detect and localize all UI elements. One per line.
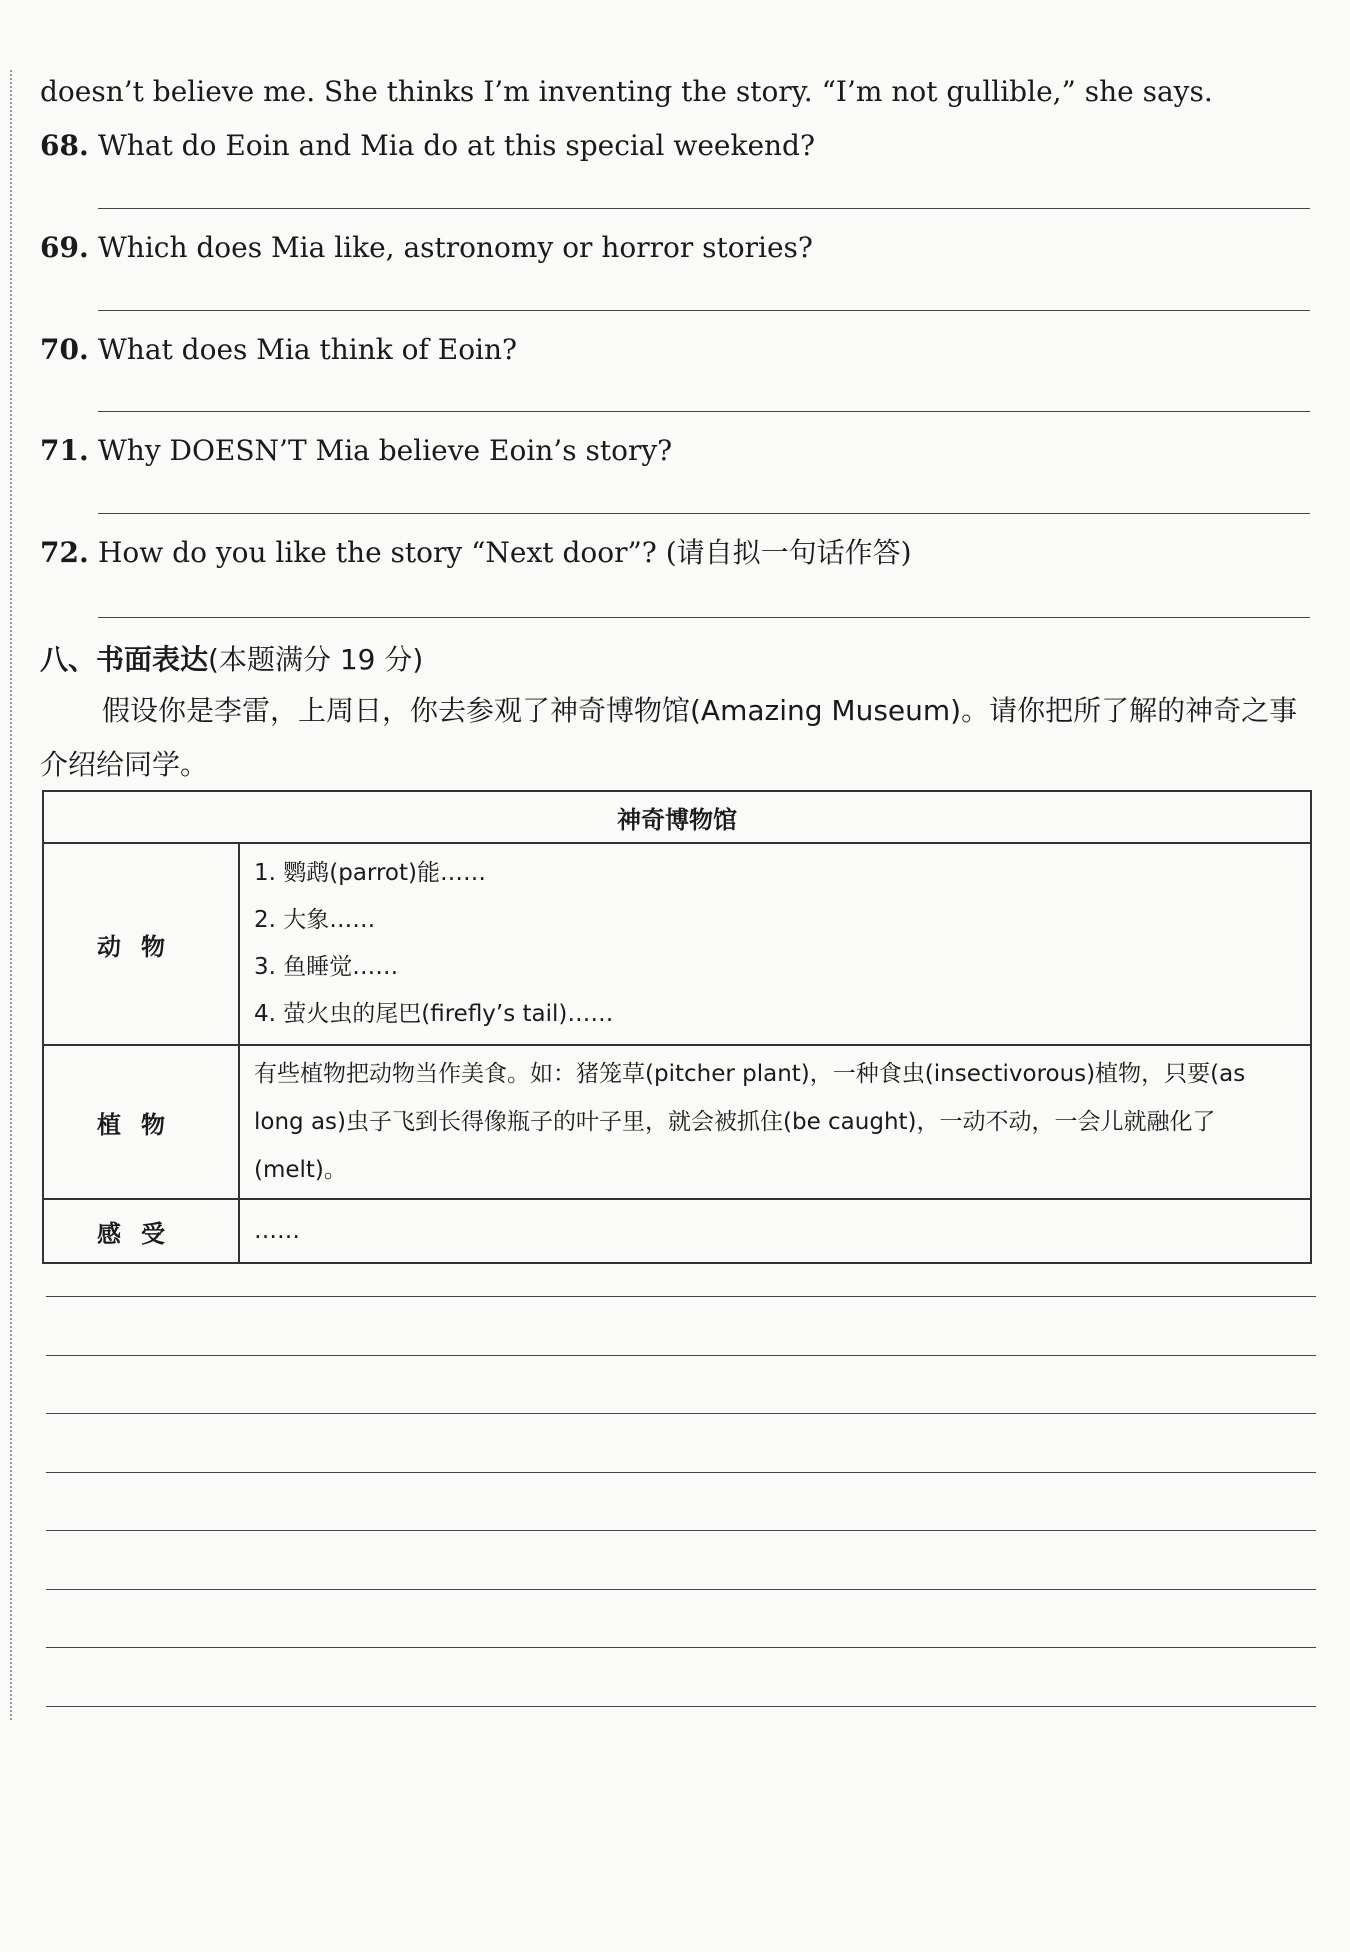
section-points: (本题满分 19 分): [208, 643, 424, 676]
question-72: [40, 533, 912, 573]
answer-line-68[interactable]: [98, 208, 1310, 209]
question-text: What do Eoin and Mia do at this special weekend?: [98, 129, 815, 162]
binding-margin-line: [10, 70, 12, 1720]
section-title: [40, 640, 423, 680]
writing-line[interactable]: [46, 1647, 1316, 1648]
writing-line[interactable]: [46, 1296, 1316, 1297]
answer-line-69[interactable]: [98, 310, 1310, 311]
animal-item: 3. 鱼睡觉……: [254, 954, 399, 980]
question-text: Which does Mia like, astronomy or horror stories?: [98, 231, 813, 264]
question-70: [40, 330, 517, 370]
question-68: [40, 126, 815, 166]
feelings-label: 感受: [43, 1199, 239, 1263]
writing-prompt: 假设你是李雷，上周日，你去参观了神奇博物馆(Amazing Museum)。请你把所了解的神奇之事介绍给同学。: [40, 694, 1298, 781]
writing-line[interactable]: [46, 1355, 1316, 1356]
animal-item: 2. 大象……: [254, 907, 376, 933]
question-text: Why DOESN’T Mia believe Eoin’s story?: [98, 434, 673, 467]
writing-line[interactable]: [46, 1413, 1316, 1414]
question-number: 70.: [40, 333, 89, 366]
question-71: [40, 431, 672, 471]
animals-cell: [239, 843, 1311, 1045]
question-number: 72.: [40, 536, 89, 569]
writing-line[interactable]: [46, 1530, 1316, 1531]
table-header: 神奇博物馆: [43, 791, 1311, 843]
section-title-text: 八、书面表达: [40, 643, 209, 676]
animal-item: 4. 萤火虫的尾巴(firefly’s tail)……: [254, 1001, 614, 1027]
plants-text: 有些植物把动物当作美食。如：猪笼草(pitcher plant)，一种食虫(insectivorous)植物，只要(as long as)虫子飞到长得像瓶子的叶子里，就会被抓住(be caught)，一动不动，一会儿就融化了(melt)。: [239, 1045, 1311, 1199]
plants-label: 植物: [43, 1045, 239, 1199]
museum-info-table: [42, 790, 1312, 1264]
answer-line-72[interactable]: [98, 617, 1310, 618]
question-number: 69.: [40, 231, 89, 264]
answer-line-70[interactable]: [98, 411, 1310, 412]
question-text: What does Mia think of Eoin?: [98, 333, 518, 366]
writing-line[interactable]: [46, 1472, 1316, 1473]
passage-end-text: doesn’t believe me. She thinks I’m inventing the story. “I’m not gullible,” she says.: [40, 75, 1213, 108]
question-number: 68.: [40, 129, 89, 162]
question-text: How do you like the story “Next door”? (请自拟一句话作答): [98, 536, 912, 569]
question-number: 71.: [40, 434, 89, 467]
answer-line-71[interactable]: [98, 513, 1310, 514]
writing-line[interactable]: [46, 1706, 1316, 1707]
animal-item: 1. 鹦鹉(parrot)能……: [254, 860, 486, 886]
feelings-text: ……: [239, 1199, 1311, 1263]
question-69: [40, 228, 813, 268]
animals-label: 动物: [43, 843, 239, 1045]
writing-line[interactable]: [46, 1589, 1316, 1590]
